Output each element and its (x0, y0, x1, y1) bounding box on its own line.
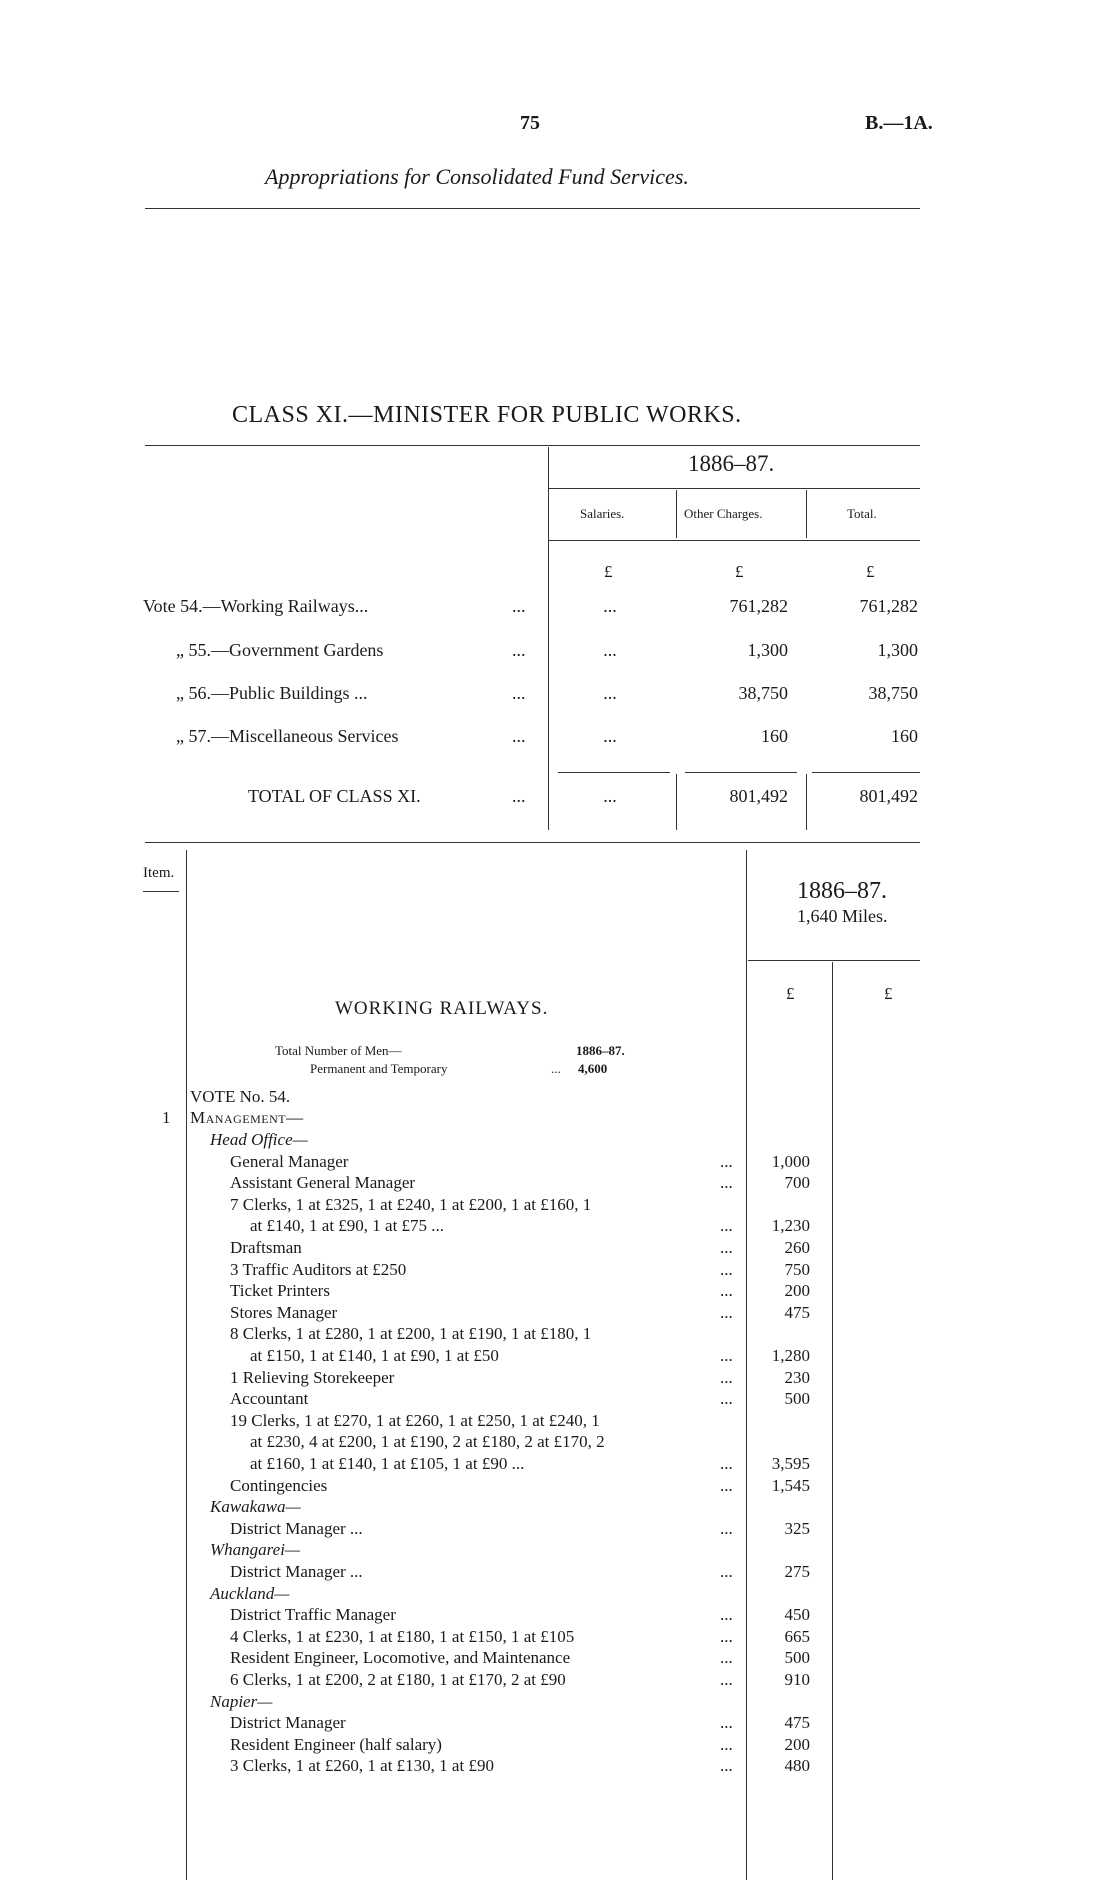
vote-label: Vote 54.—Working Railways... (143, 596, 369, 616)
line-amount: 665 (784, 1626, 810, 1646)
class-year: 1886–87. (688, 451, 775, 476)
amount-mid-rule (832, 962, 833, 1880)
location-heading: Auckland— (210, 1583, 290, 1603)
vote-label: „ 56.—Public Buildings ... (176, 683, 368, 703)
detail-miles: 1,640 Miles. (797, 906, 888, 926)
leader-dots: ... (720, 1518, 733, 1538)
leader-dots: ... (720, 1756, 733, 1776)
line-description: Contingencies (230, 1475, 328, 1495)
location-heading: Kawakawa— (210, 1497, 301, 1517)
line-amount: 450 (784, 1605, 810, 1625)
leader-dots: ... (720, 1713, 733, 1733)
men-count: 4,600 (578, 1061, 608, 1076)
pound-total: £ (866, 562, 875, 581)
location-heading: Head Office— (210, 1130, 308, 1149)
col-other-header: Other Charges. (684, 506, 763, 521)
salaries-value: ... (603, 596, 617, 616)
men-sub: Permanent and Temporary (310, 1061, 448, 1076)
line-description: 19 Clerks, 1 at £270, 1 at £260, 1 at £250, 1 at £240, 1 (230, 1410, 600, 1430)
line-amount: 500 (784, 1648, 810, 1668)
leader-dots: ... (512, 640, 526, 660)
line-description: General Manager (230, 1151, 349, 1171)
line-amount: 475 (784, 1302, 810, 1322)
leader-dots: ... (720, 1346, 733, 1365)
line-amount: 200 (784, 1734, 810, 1754)
leader-dots: ... (720, 1605, 733, 1625)
line-amount: 1,230 (771, 1216, 810, 1236)
leader-dots: ... (720, 1475, 733, 1495)
leader-dots: ... (720, 1151, 733, 1171)
vote-label: „ 57.—Miscellaneous Services (176, 726, 399, 746)
class-header-rule (548, 540, 920, 541)
class-year-rule (548, 488, 920, 489)
line-description: District Manager (230, 1713, 346, 1733)
line-amount: 1,545 (771, 1475, 810, 1495)
class-total-divider-1 (676, 774, 677, 830)
page-subtitle: Appropriations for Consolidated Fund Services. (265, 164, 689, 189)
class-left-rule (548, 447, 549, 830)
total-label: TOTAL OF CLASS XI. (248, 786, 421, 806)
leader-dots: ... (720, 1648, 733, 1668)
leader-dots: ... (720, 1173, 733, 1193)
detail-year: 1886–87. (797, 878, 887, 904)
men-label: Total Number of Men— (275, 1043, 402, 1058)
line-description: at £230, 4 at £200, 1 at £190, 2 at £180, 2 at £170, 2 (250, 1432, 605, 1452)
line-description: 4 Clerks, 1 at £230, 1 at £180, 1 at £150, 1 at £105 (230, 1626, 575, 1646)
total-rule-other (685, 772, 797, 773)
item-header-rule (143, 891, 179, 892)
page-number: 75 (520, 112, 540, 134)
leader-dots: ... (720, 1626, 733, 1646)
leader-dots: ... (720, 1562, 733, 1581)
detail-year-rule (748, 960, 920, 961)
leader-dots: ... (512, 683, 526, 703)
line-amount: 475 (784, 1713, 810, 1733)
class-title: CLASS XI.—MINISTER FOR PUBLIC WORKS. (232, 402, 742, 428)
total-value: 160 (891, 726, 918, 746)
other-charges-value: 761,282 (729, 596, 788, 616)
line-amount: 910 (784, 1670, 810, 1689)
line-amount: 200 (784, 1281, 810, 1301)
other-charges-value: 801,492 (729, 786, 788, 806)
class-table-top-rule (145, 445, 920, 446)
leader-dots: ... (720, 1367, 733, 1387)
leader-dots: ... (720, 1389, 733, 1409)
class-total-divider-2 (806, 774, 807, 830)
total-value: 1,300 (877, 640, 918, 660)
leader-dots: ... (720, 1734, 733, 1754)
leader-dots: ... (720, 1238, 733, 1257)
pound-other: £ (735, 562, 744, 581)
pound-col-2: £ (884, 984, 893, 1003)
total-value: 801,492 (859, 786, 918, 806)
line-description: District Manager ... (230, 1562, 363, 1581)
line-amount: 3,595 (771, 1454, 810, 1473)
class-mid-rule-2 (806, 490, 807, 538)
pound-col-1: £ (786, 984, 795, 1003)
col-total-header: Total. (847, 506, 877, 521)
line-description: District Manager ... (230, 1518, 363, 1538)
line-description: at £140, 1 at £90, 1 at £75 ... (250, 1216, 445, 1236)
line-description: 3 Clerks, 1 at £260, 1 at £130, 1 at £90 (230, 1756, 494, 1776)
salaries-value: ... (603, 683, 617, 703)
leader-dots: ... (720, 1454, 733, 1473)
line-description: Stores Manager (230, 1302, 338, 1322)
section-heading: WORKING RAILWAYS. (335, 998, 549, 1019)
leader-dots: ... (512, 596, 526, 616)
line-description: 8 Clerks, 1 at £280, 1 at £200, 1 at £190, 1 at £180, 1 (230, 1324, 592, 1344)
salaries-value: ... (603, 726, 617, 746)
leader-dots: ... (720, 1670, 733, 1689)
vote-number: VOTE No. 54. (190, 1087, 291, 1106)
document-ref: B.—1A. (865, 112, 933, 134)
salaries-value: ... (603, 640, 617, 660)
salaries-value: ... (603, 786, 617, 806)
line-description: 7 Clerks, 1 at £325, 1 at £240, 1 at £200, 1 at £160, 1 (230, 1194, 592, 1214)
line-description: at £160, 1 at £140, 1 at £105, 1 at £90 ... (250, 1454, 525, 1473)
line-description: 6 Clerks, 1 at £200, 2 at £180, 1 at £170, 2 at £90 (230, 1670, 566, 1689)
line-amount: 275 (784, 1562, 810, 1581)
line-description: Assistant General Manager (230, 1173, 416, 1193)
item-column-rule (186, 850, 187, 1880)
line-description: Resident Engineer, Locomotive, and Maintenance (230, 1648, 571, 1668)
leader-dots: ... (720, 1281, 733, 1301)
total-value: 761,282 (859, 596, 918, 616)
line-description: Draftsman (230, 1238, 302, 1257)
line-amount: 325 (784, 1518, 810, 1538)
line-description: Resident Engineer (half salary) (230, 1734, 442, 1754)
line-amount: 480 (784, 1756, 810, 1776)
leader-dots: ... (720, 1302, 733, 1322)
total-value: 38,750 (868, 683, 918, 703)
line-amount: 1,000 (771, 1151, 810, 1171)
item-number: 1 (162, 1108, 171, 1127)
location-heading: Whangarei— (210, 1540, 301, 1560)
other-charges-value: 160 (761, 726, 788, 746)
management-heading: Management— (190, 1108, 304, 1127)
vote-label: „ 55.—Government Gardens (176, 640, 384, 660)
line-amount: 1,280 (771, 1346, 810, 1365)
leader-dots: ... (512, 726, 526, 746)
line-description: District Traffic Manager (230, 1605, 396, 1625)
leader-dots: ... (720, 1259, 733, 1279)
col-salaries-header: Salaries. (580, 506, 625, 521)
total-rule-total (812, 772, 920, 773)
header-rule (145, 208, 920, 209)
men-year: 1886–87. (576, 1043, 625, 1058)
other-charges-value: 38,750 (738, 683, 788, 703)
pound-salaries: £ (604, 562, 613, 581)
line-amount: 230 (784, 1367, 810, 1387)
line-amount: 500 (784, 1389, 810, 1409)
line-description: Accountant (230, 1389, 309, 1409)
leader-dots: ... (512, 786, 526, 806)
line-amount: 750 (784, 1259, 810, 1279)
location-heading: Napier— (210, 1691, 273, 1711)
item-header: Item. (143, 865, 175, 881)
line-amount: 700 (784, 1173, 810, 1193)
class-mid-rule-1 (676, 490, 677, 538)
class-table-bottom-rule (145, 842, 920, 843)
total-rule-salaries (558, 772, 670, 773)
line-description: 1 Relieving Storekeeper (230, 1367, 395, 1387)
men-dots: ... (551, 1061, 561, 1076)
line-amount: 260 (784, 1238, 810, 1257)
other-charges-value: 1,300 (747, 640, 788, 660)
line-description: at £150, 1 at £140, 1 at £90, 1 at £50 (250, 1346, 499, 1365)
line-description: Ticket Printers (230, 1281, 330, 1301)
leader-dots: ... (720, 1216, 733, 1236)
line-description: 3 Traffic Auditors at £250 (230, 1259, 407, 1279)
